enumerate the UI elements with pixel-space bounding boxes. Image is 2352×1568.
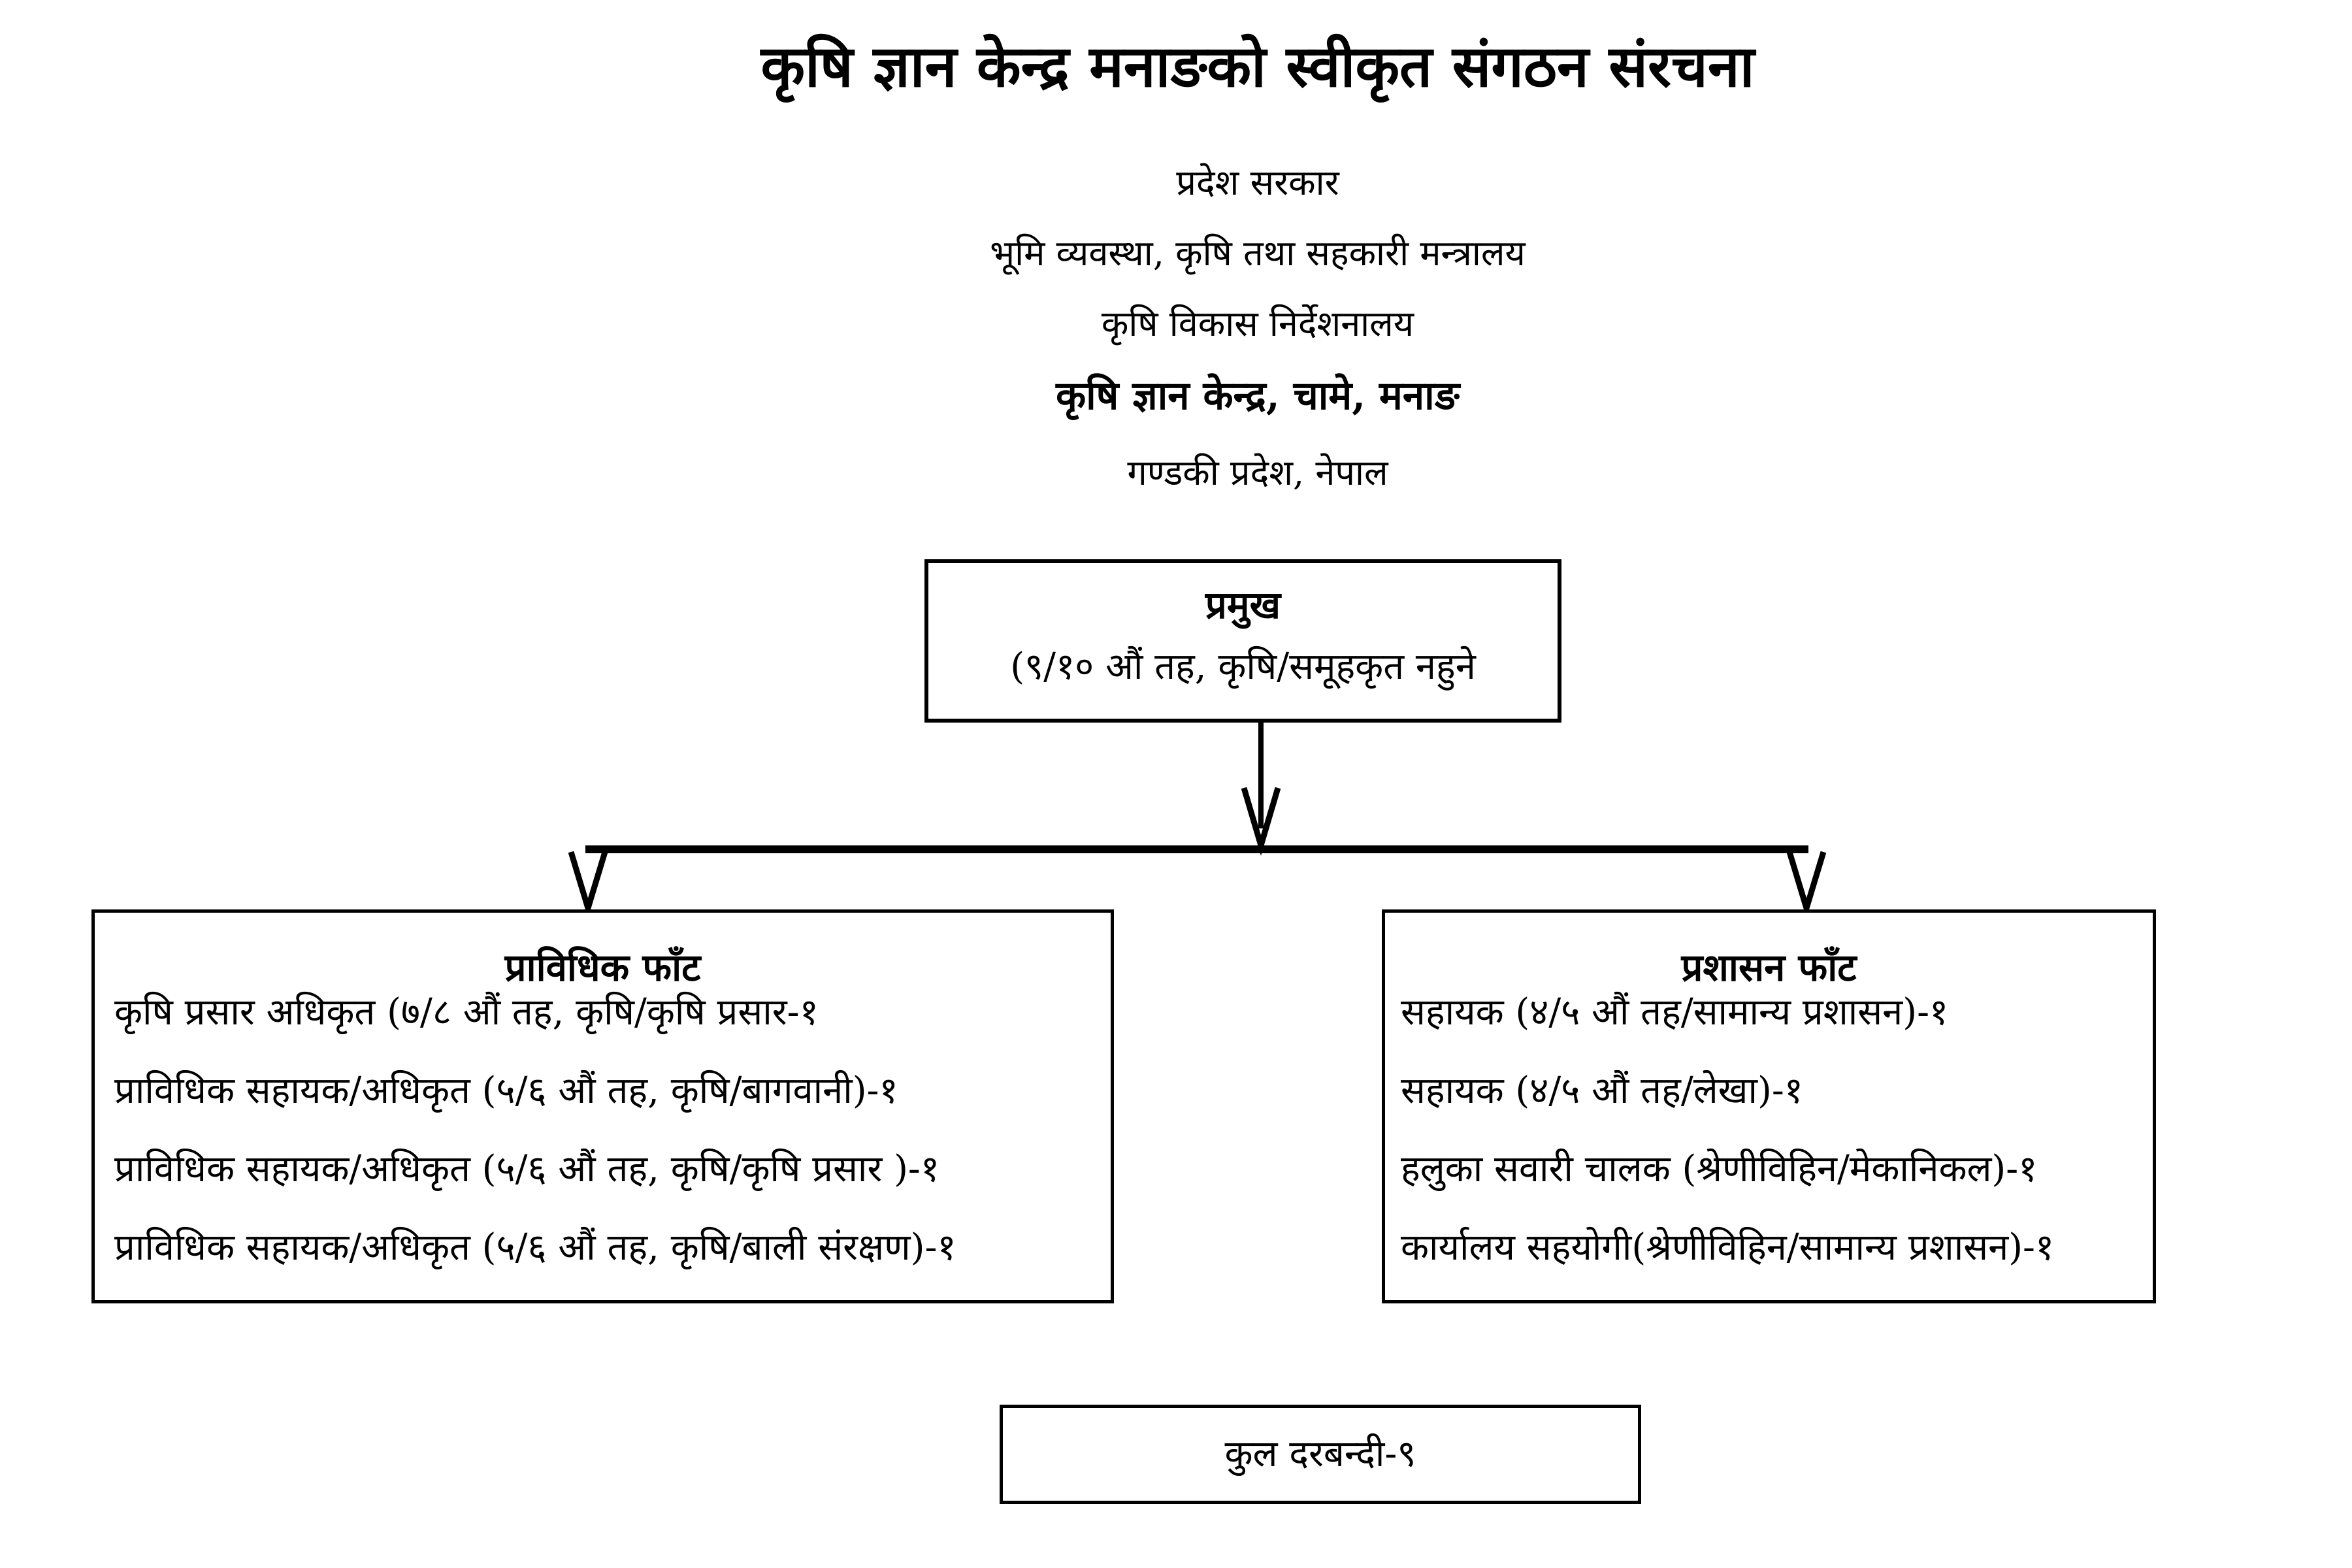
header-ministry: भूमि व्यवस्था, कृषि तथा सहकारी मन्त्रालय bbox=[990, 233, 1526, 274]
chief-box-detail: (९/१० औं तह, कृषि/समूहकृत नहुने bbox=[1010, 645, 1476, 688]
position-item: कार्यालय सहयोगी(श्रेणीविहिन/सामान्य प्रशासन)-१ bbox=[1401, 1226, 2055, 1269]
header-directorate: कृषि विकास निर्देशनालय bbox=[1101, 303, 1414, 344]
position-item: प्राविधिक सहायक/अधिकृत (५/६ औं तह, कृषि/कृषि प्रसार )-१ bbox=[114, 1148, 939, 1190]
position-item: प्राविधिक सहायक/अधिकृत (५/६ औं तह, कृषि/बाली संरक्षण)-१ bbox=[114, 1226, 956, 1269]
position-item: सहायक (४/५ औं तह/सामान्य प्रशासन)-१ bbox=[1401, 991, 1949, 1034]
position-item: कृषि प्रसार अधिकृत (७/८ औं तह, कृषि/कृषि प्रसार-१ bbox=[114, 991, 819, 1034]
chief-box bbox=[924, 559, 1561, 723]
page-title: कृषि ज्ञान केन्द्र मनाङको स्वीकृत संगठन संरचना bbox=[760, 32, 1755, 100]
header-center-name: कृषि ज्ञान केन्द्र, चामे, मनाङ bbox=[1056, 373, 1460, 419]
total-box bbox=[1000, 1405, 1641, 1504]
down-arrowhead-left bbox=[571, 852, 605, 908]
position-item: सहायक (४/५ औं तह/लेखा)-१ bbox=[1401, 1070, 1803, 1112]
technical-section-box bbox=[91, 909, 1114, 1303]
header-location: गण्डकी प्रदेश, नेपाल bbox=[1127, 452, 1388, 493]
total-posts-label: कुल दरबन्दी-९ bbox=[1224, 1433, 1416, 1475]
position-item: प्राविधिक सहायक/अधिकृत (५/६ औं तह, कृषि/बागवानी)-१ bbox=[114, 1070, 898, 1112]
chief-box-title: प्रमुख bbox=[1205, 583, 1281, 627]
down-arrowhead-center bbox=[1244, 788, 1278, 845]
admin-section-title: प्रशासन फाँट bbox=[1681, 945, 1857, 990]
position-item: हलुका सवारी चालक (श्रेणीविहिन/मेकानिकल)-१ bbox=[1401, 1148, 2038, 1190]
technical-section-title: प्राविधिक फाँट bbox=[504, 945, 701, 990]
admin-section-box bbox=[1382, 909, 2156, 1303]
header-province-government: प्रदेश सरकार bbox=[1176, 162, 1339, 203]
down-arrowhead-right bbox=[1789, 852, 1823, 908]
